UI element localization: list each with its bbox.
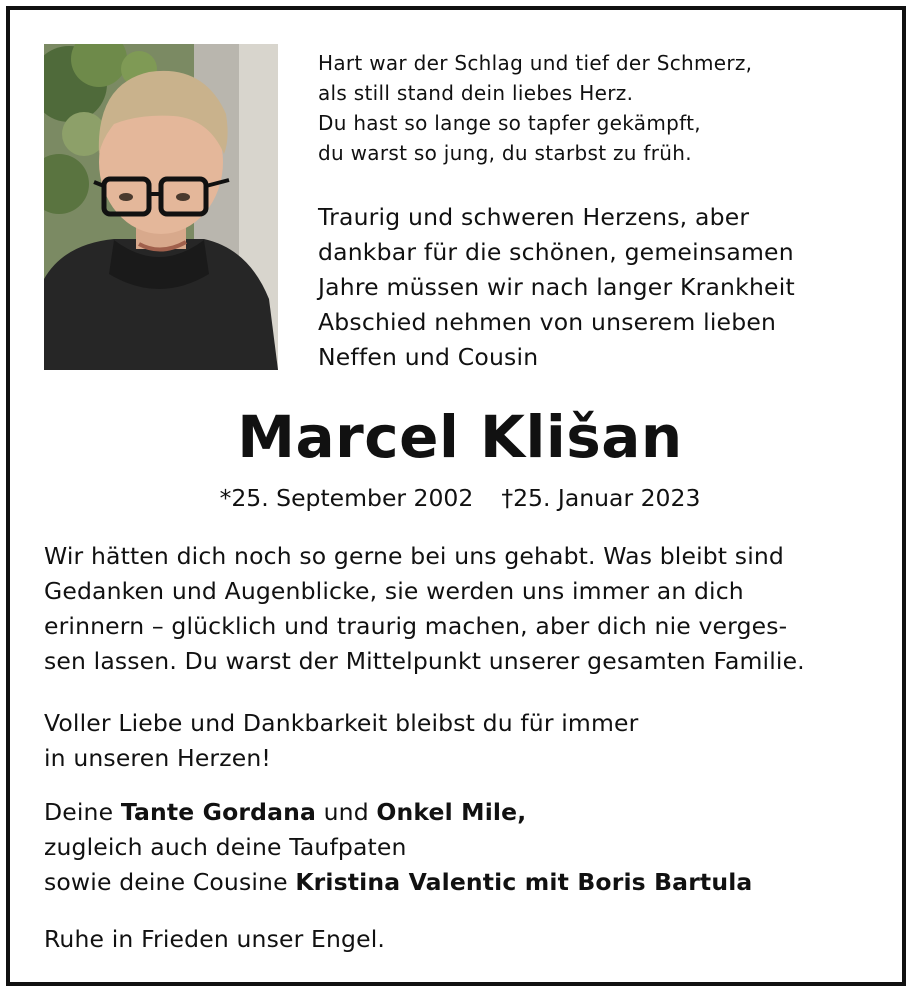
intro-line: Abschied nehmen von unserem lieben [318, 308, 777, 336]
obituary-frame [6, 6, 906, 986]
paragraph-line: Gedanken und Augenblicke, sie werden uns immer an dich [44, 577, 744, 605]
poem-line: du warst so jung, du starbst zu früh. [318, 141, 692, 165]
signature-block [44, 795, 884, 900]
love-paragraph [44, 706, 884, 776]
paragraph-line: Wir hätten dich noch so gerne bei uns gehabt. Was bleibt sind [44, 542, 784, 570]
intro-line: Jahre müssen wir nach langer Krankheit [318, 273, 795, 301]
poem-line: als still stand dein liebes Herz. [318, 81, 634, 105]
poem-line: Du hast so lange so tapfer gekämpft, [318, 111, 701, 135]
intro-line: Neffen und Cousin [318, 343, 539, 371]
paragraph-line: erinnern – glücklich und traurig machen, aber dich nie verges- [44, 612, 788, 640]
portrait-photo [44, 44, 278, 370]
intro-text [318, 200, 878, 375]
cousin-prefix: sowie deine Cousine [44, 868, 296, 896]
paragraph-line: in unseren Herzen! [44, 744, 271, 772]
deceased-name: Marcel Klišan [237, 403, 683, 471]
poem-line: Hart war der Schlag und tief der Schmerz, [318, 51, 753, 75]
intro-line: Traurig und schweren Herzens, aber [318, 203, 750, 231]
signature-line-3 [44, 865, 884, 900]
aunt-name: Tante Gordana [120, 798, 316, 826]
paragraph-line: sen lassen. Du warst der Mittelpunkt unserer gesamten Familie. [44, 647, 805, 675]
paragraph-line: Voller Liebe und Dankbarkeit bleibst du für immer [44, 709, 639, 737]
life-dates [10, 482, 910, 514]
closing-line: Ruhe in Frieden unser Engel. [44, 925, 386, 953]
memorial-paragraph [44, 539, 884, 679]
cousin-name: Kristina Valentic mit Boris Bartula [295, 868, 753, 896]
poem [318, 48, 878, 168]
signature-line-1 [44, 795, 884, 830]
signature-and: und [316, 798, 377, 826]
signature-line-2: zugleich auch deine Taufpaten [44, 833, 407, 861]
death-date: †25. Januar 2023 [501, 484, 701, 512]
intro-line: dankbar für die schönen, gemeinsamen [318, 238, 794, 266]
signature-prefix: Deine [44, 798, 121, 826]
birth-date: *25. September 2002 [219, 484, 474, 512]
uncle-name: Onkel Mile, [376, 798, 527, 826]
